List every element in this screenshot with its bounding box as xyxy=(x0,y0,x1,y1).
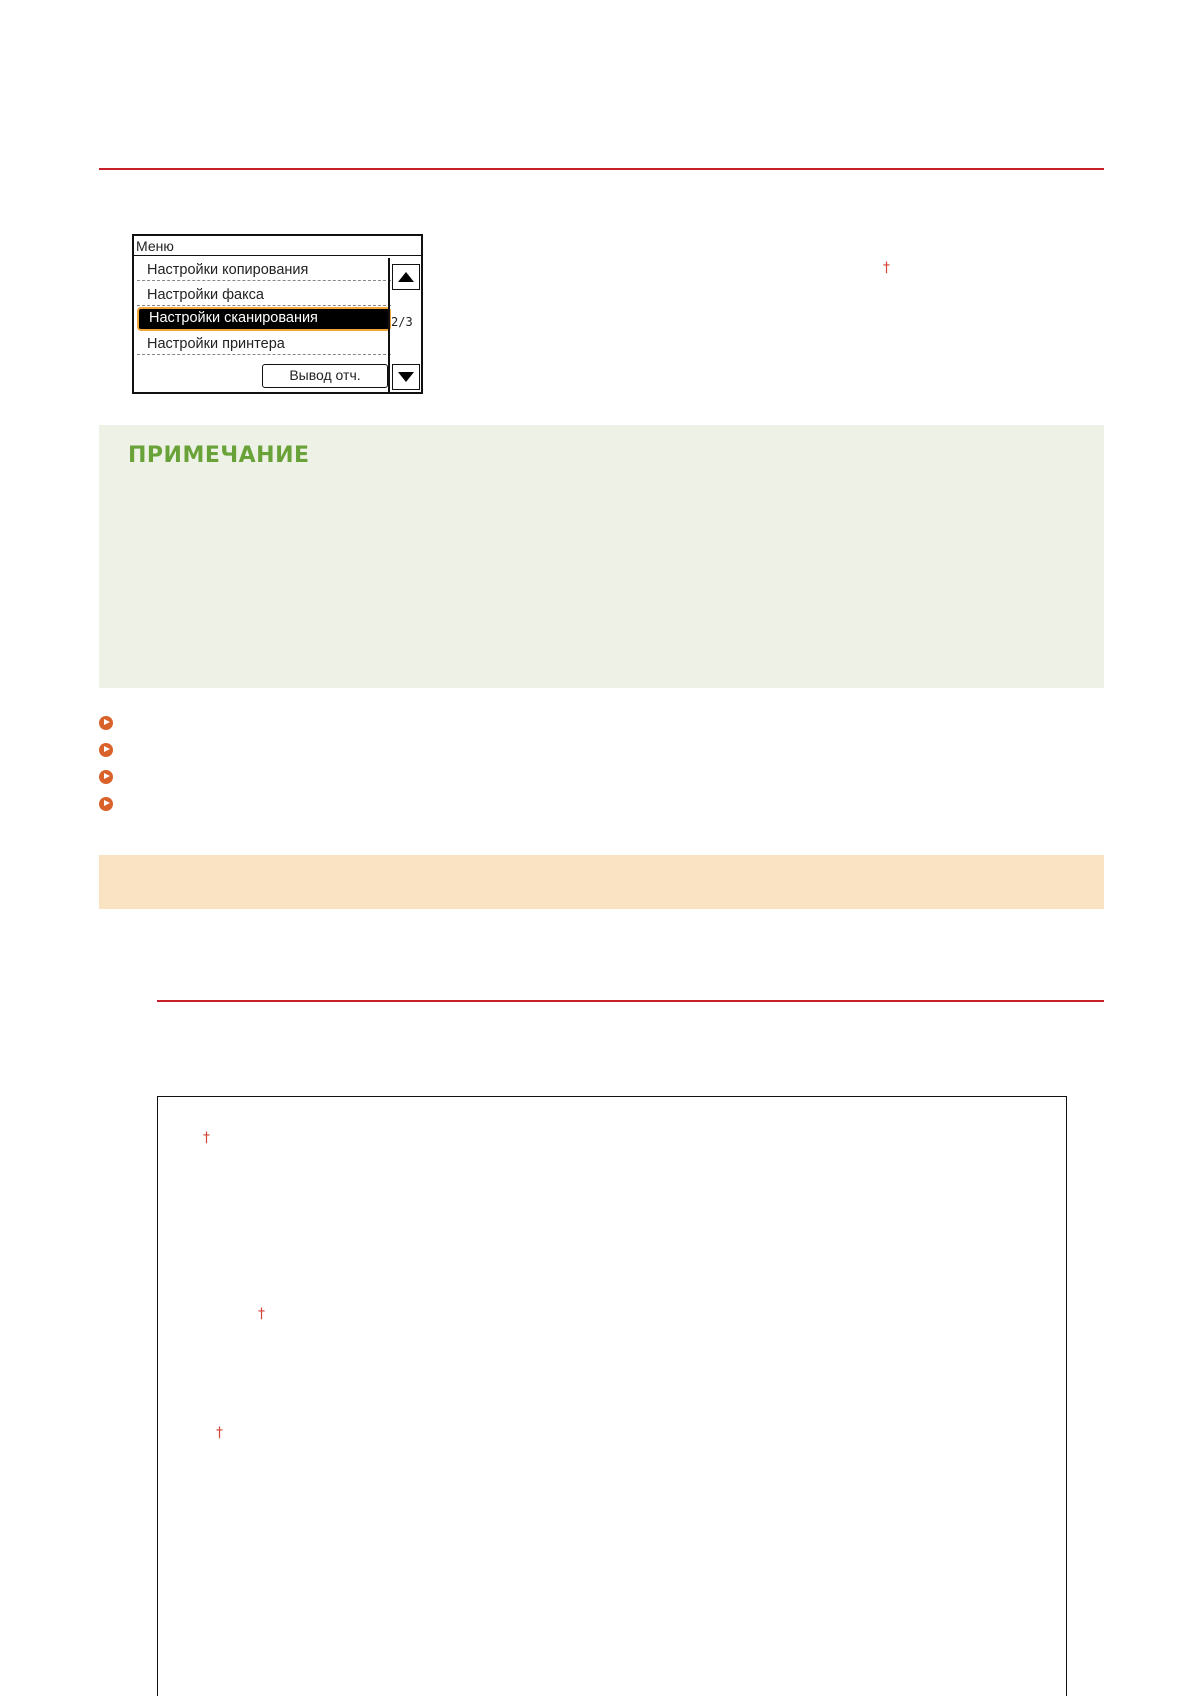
section-heading-band xyxy=(99,855,1104,909)
settings-table-frame xyxy=(157,1096,1067,1696)
menu-item-printer-settings[interactable]: Настройки принтера xyxy=(137,333,391,355)
triangle-up-icon xyxy=(398,272,414,282)
scroll-down-button[interactable] xyxy=(392,364,420,390)
triangle-down-icon xyxy=(398,372,414,382)
page-indicator: 2/3 xyxy=(391,315,413,329)
circle-arrow-icon xyxy=(99,716,113,730)
footnote-mark: † xyxy=(883,260,890,276)
note-box xyxy=(99,425,1104,688)
footnote-mark: † xyxy=(216,1425,223,1441)
related-links-list xyxy=(99,709,113,817)
report-output-button[interactable]: Вывод отч. xyxy=(262,364,388,388)
related-link[interactable] xyxy=(99,709,113,736)
related-link[interactable] xyxy=(99,790,113,817)
footnote-mark: † xyxy=(258,1306,265,1322)
related-link[interactable] xyxy=(99,763,113,790)
scroll-up-button[interactable] xyxy=(392,264,420,290)
screen-title: Меню xyxy=(134,236,421,256)
note-title: ПРИМЕЧАНИЕ xyxy=(128,443,310,468)
related-link[interactable] xyxy=(99,736,113,763)
menu-item-scan-settings[interactable]: Настройки сканирования xyxy=(137,307,391,331)
list-divider xyxy=(388,258,390,392)
device-menu-screen xyxy=(132,234,423,394)
menu-item-fax-settings[interactable]: Настройки факса xyxy=(137,284,391,306)
circle-arrow-icon xyxy=(99,797,113,811)
header-rule xyxy=(99,168,1104,170)
circle-arrow-icon xyxy=(99,743,113,757)
circle-arrow-icon xyxy=(99,770,113,784)
footnote-mark: † xyxy=(203,1130,210,1146)
subsection-rule xyxy=(157,1000,1104,1002)
menu-item-copy-settings[interactable]: Настройки копирования xyxy=(137,259,391,281)
